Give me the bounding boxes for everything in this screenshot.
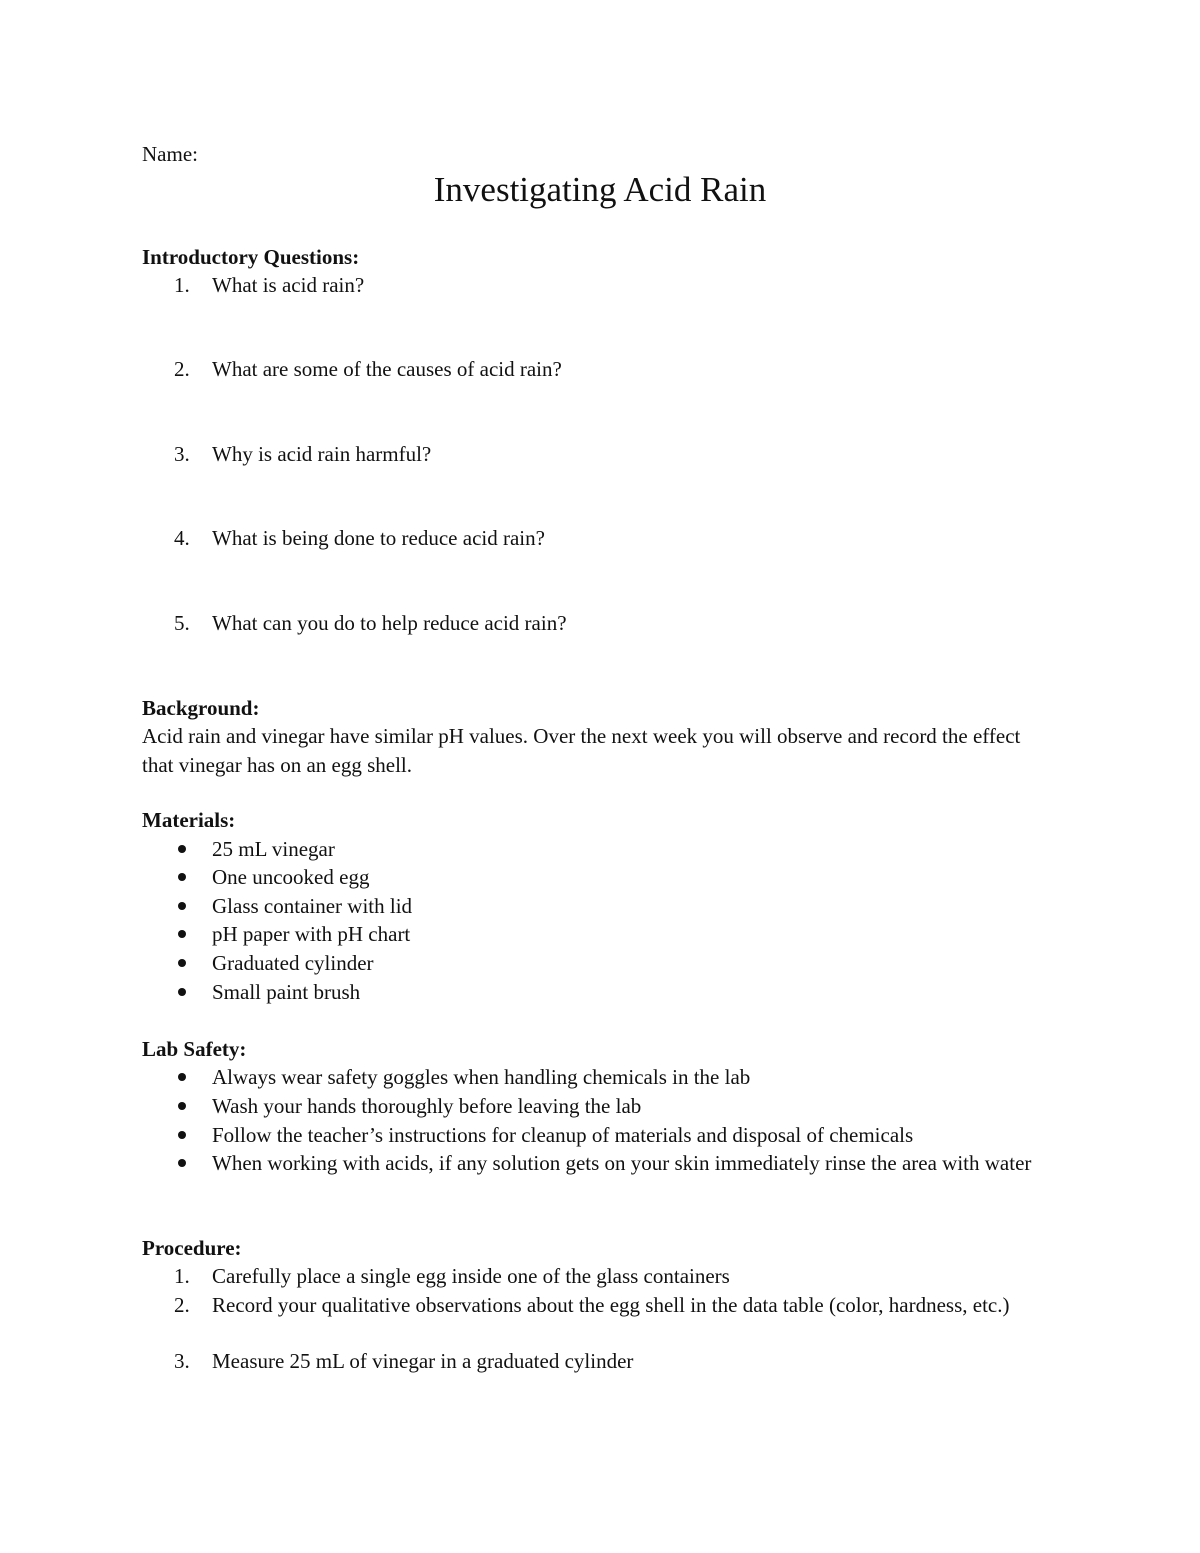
bullet-icon [178, 930, 186, 938]
safety-list-item [142, 1149, 1042, 1177]
safety-list-item [142, 1092, 1042, 1120]
question-text: What is being done to reduce acid rain? [212, 526, 545, 550]
background-text: Acid rain and vinegar have similar pH values. Over the next week you will observe and record the effect that vinegar has on an egg shell. [142, 724, 1021, 777]
material-text: 25 mL vinegar [212, 837, 335, 861]
background-heading: Background: [142, 696, 260, 720]
question-number: 3. [174, 442, 190, 466]
safety-list-item [142, 1121, 1042, 1149]
procedure-step [142, 1262, 1042, 1290]
materials-list-item [142, 892, 1042, 920]
bullet-icon [178, 902, 186, 910]
safety-text: When working with acids, if any solution gets on your skin immediately rinse the area with water [212, 1151, 1032, 1175]
question-item [142, 609, 1042, 637]
lab-safety-heading: Lab Safety: [142, 1037, 247, 1061]
bullet-icon [178, 988, 186, 996]
materials-list-item [142, 920, 1042, 948]
material-text: One uncooked egg [212, 865, 370, 889]
question-item [142, 355, 1042, 383]
safety-text: Follow the teacher’s instructions for cleanup of materials and disposal of chemicals [212, 1123, 914, 1147]
question-number: 2. [174, 357, 190, 381]
page-title: Investigating Acid Rain [433, 170, 767, 209]
question-text: What is acid rain? [212, 273, 365, 297]
safety-list-item [142, 1063, 1042, 1091]
question-item [142, 524, 1042, 552]
step-text: Record your qualitative observations about the egg shell in the data table (color, hardness, etc.) [212, 1293, 1010, 1317]
question-number: 1. [174, 273, 190, 297]
safety-text: Always wear safety goggles when handling chemicals in the lab [212, 1065, 751, 1089]
material-text: Graduated cylinder [212, 951, 374, 975]
bullet-icon [178, 1102, 186, 1110]
material-text: Glass container with lid [212, 894, 413, 918]
procedure-step [142, 1347, 1042, 1375]
procedure-step [142, 1291, 1042, 1319]
bullet-icon [178, 845, 186, 853]
materials-list-item [142, 978, 1042, 1006]
material-text: Small paint brush [212, 980, 361, 1004]
question-item [142, 271, 1042, 299]
materials-heading: Materials: [142, 808, 236, 832]
bullet-icon [178, 1159, 186, 1167]
step-number: 2. [174, 1293, 190, 1317]
step-number: 3. [174, 1349, 190, 1373]
step-text: Carefully place a single egg inside one of the glass containers [212, 1264, 730, 1288]
question-item [142, 440, 1042, 468]
bullet-icon [178, 1131, 186, 1139]
materials-list-item [142, 835, 1042, 863]
introductory-questions-heading: Introductory Questions: [142, 245, 360, 269]
step-text: Measure 25 mL of vinegar in a graduated cylinder [212, 1349, 634, 1373]
bullet-icon [178, 1073, 186, 1081]
question-number: 5. [174, 611, 190, 635]
question-text: What are some of the causes of acid rain? [212, 357, 562, 381]
name-label: Name: [142, 142, 198, 166]
question-text: Why is acid rain harmful? [212, 442, 432, 466]
materials-list-item [142, 863, 1042, 891]
step-number: 1. [174, 1264, 190, 1288]
bullet-icon [178, 959, 186, 967]
material-text: pH paper with pH chart [212, 922, 411, 946]
question-number: 4. [174, 526, 190, 550]
procedure-heading: Procedure: [142, 1236, 242, 1260]
question-text: What can you do to help reduce acid rain? [212, 611, 567, 635]
materials-list-item [142, 949, 1042, 977]
bullet-icon [178, 873, 186, 881]
safety-text: Wash your hands thoroughly before leaving the lab [212, 1094, 642, 1118]
